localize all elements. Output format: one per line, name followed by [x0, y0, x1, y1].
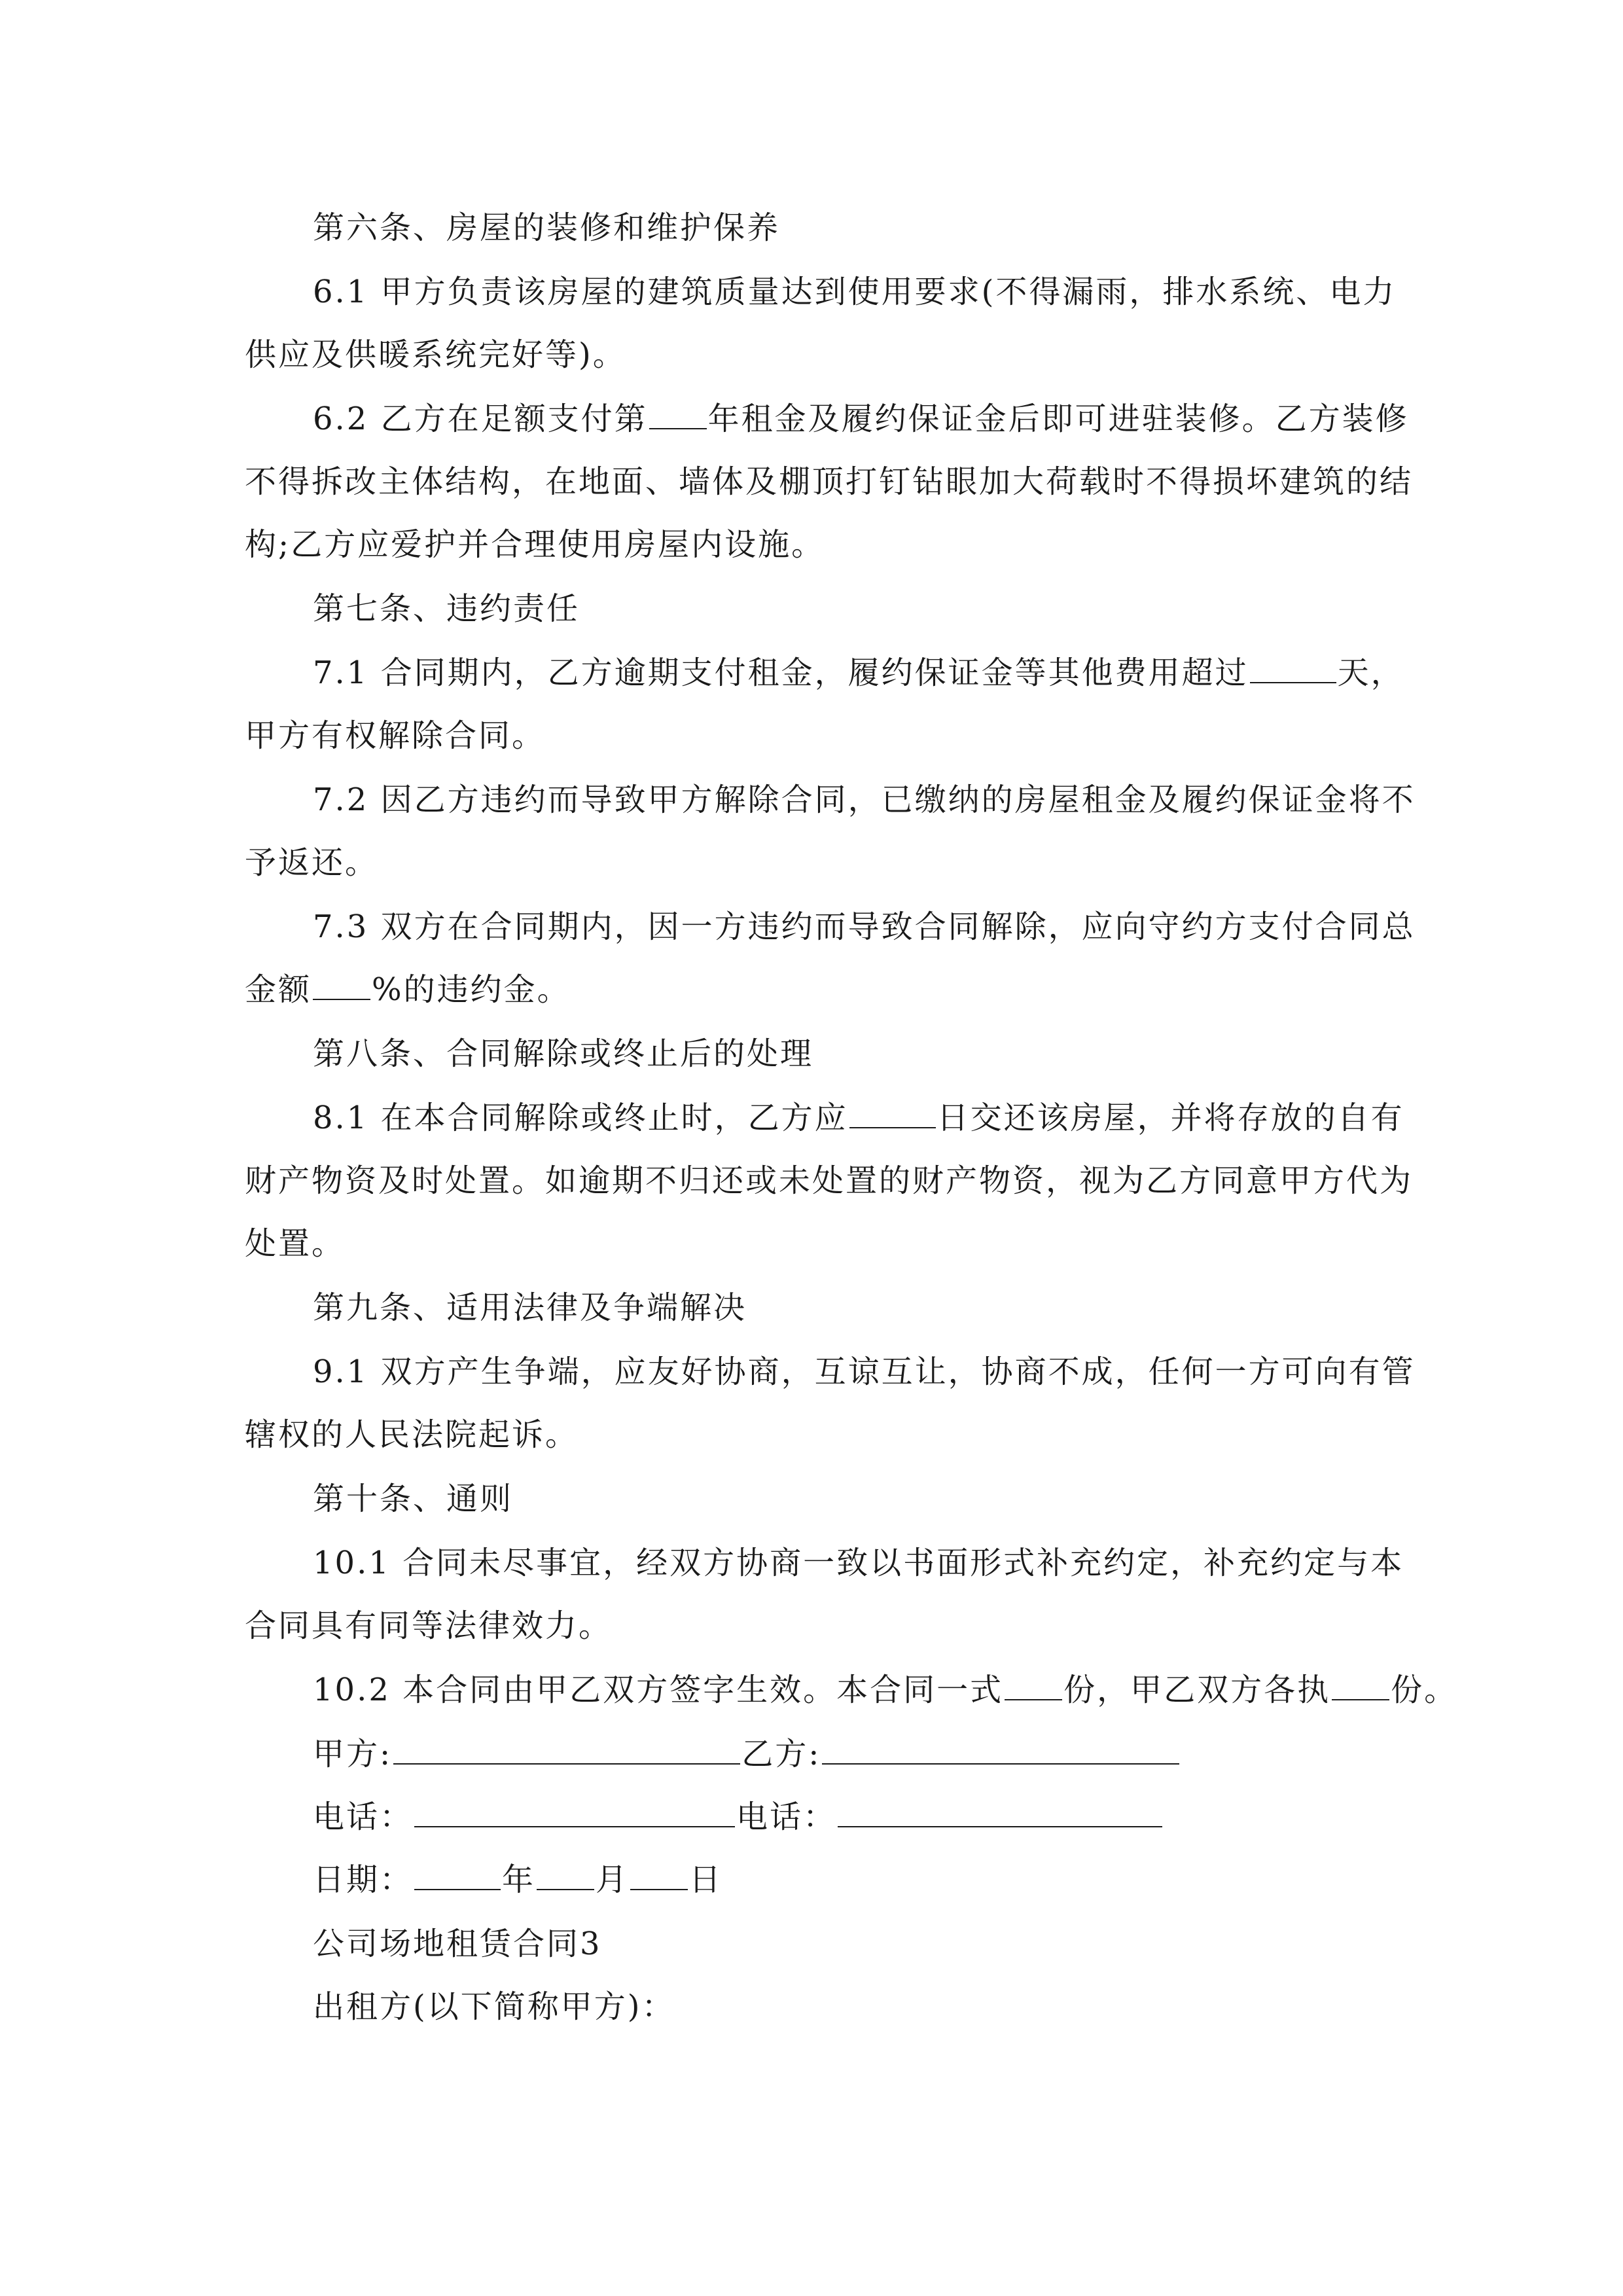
clause-7-2-line-1: 7.2 因乙方违约而导致甲方解除合同，已缴纳的房屋租金及履约保证金将不 [313, 781, 1416, 818]
article-6-heading: 第六条、房屋的装修和维护保养 [313, 209, 781, 246]
clause-10-1-line-2: 合同具有同等法律效力。 [245, 1607, 613, 1644]
clause-8-1-line-2: 财产物资及时处置。如逾期不归还或未处置的财产物资，视为乙方同意甲方代为 [245, 1162, 1414, 1199]
signature-parties-row: 甲方: 乙方: [313, 1734, 1181, 1774]
article-8-heading: 第八条、合同解除或终止后的处理 [313, 1035, 814, 1072]
signature-date-row: 日期： 年 月 日 [313, 1861, 723, 1898]
clause-8-1-line-3: 处置。 [245, 1225, 346, 1262]
clause-7-3-line-2: 金额 %的违约金。 [245, 971, 571, 1008]
clause-10-1-line-1: 10.1 合同未尽事宜，经双方协商一致以书面形式补充约定，补充约定与本 [313, 1545, 1404, 1581]
blank-percent[interactable] [313, 973, 370, 1000]
lessor-line: 出租方(以下简称甲方)： [313, 1988, 675, 2025]
clause-10-2: 10.2 本合同由甲乙双方签字生效。本合同一式 份，甲乙双方各执 份。 [313, 1672, 1458, 1708]
clause-9-1-line-2: 辖权的人民法院起诉。 [245, 1416, 579, 1453]
party-b-field[interactable] [822, 1737, 1179, 1765]
clause-9-1-line-1: 9.1 双方产生争端，应友好协商，互谅互让，协商不成，任何一方可向有管 [313, 1354, 1416, 1390]
article-9-heading: 第九条、适用法律及争端解决 [313, 1289, 747, 1326]
next-contract-title: 公司场地租赁合同3 [313, 1926, 602, 1962]
article-7-heading: 第七条、违约责任 [313, 590, 580, 627]
date-year-field[interactable] [414, 1863, 501, 1890]
clause-6-1-line-2: 供应及供暖系统完好等)。 [245, 336, 626, 373]
signature-phone-row: 电话： 电话： [313, 1797, 1164, 1837]
clause-8-1-line-1: 8.1 在本合同解除或终止时，乙方应 日交还该房屋，并将存放的自有 [313, 1100, 1404, 1136]
clause-6-2-line-1: 6.2 乙方在足额支付第 年租金及履约保证金后即可进驻装修。乙方装修 [313, 401, 1409, 437]
blank-return-days[interactable] [849, 1101, 936, 1128]
clause-7-3-line-1: 7.3 双方在合同期内，因一方违约而导致合同解除，应向守约方支付合同总 [313, 908, 1416, 945]
clause-7-1-line-1: 7.1 合同期内，乙方逾期支付租金，履约保证金等其他费用超过 天， [313, 655, 1404, 691]
phone-b-field[interactable] [838, 1800, 1162, 1827]
blank-days[interactable] [1250, 656, 1336, 683]
blank-year[interactable] [649, 402, 707, 429]
phone-a-field[interactable] [414, 1800, 735, 1827]
party-a-field[interactable] [393, 1737, 740, 1765]
clause-7-1-line-2: 甲方有权解除合同。 [245, 717, 546, 754]
clause-6-2-line-2: 不得拆改主体结构，在地面、墙体及棚顶打钉钻眼加大荷载时不得损坏建筑的结 [245, 463, 1414, 500]
blank-copies-each[interactable] [1332, 1673, 1389, 1700]
date-month-field[interactable] [537, 1863, 594, 1890]
clause-6-1-line-1: 6.1 甲方负责该房屋的建筑质量达到使用要求(不得漏雨，排水系统、电力 [313, 274, 1397, 310]
article-10-heading: 第十条、通则 [313, 1480, 514, 1517]
clause-7-2-line-2: 予返还。 [245, 844, 379, 881]
clause-6-2-line-3: 构;乙方应爱护并合理使用房屋内设施。 [245, 526, 825, 563]
blank-copies-total[interactable] [1005, 1673, 1062, 1700]
date-day-field[interactable] [630, 1863, 688, 1890]
